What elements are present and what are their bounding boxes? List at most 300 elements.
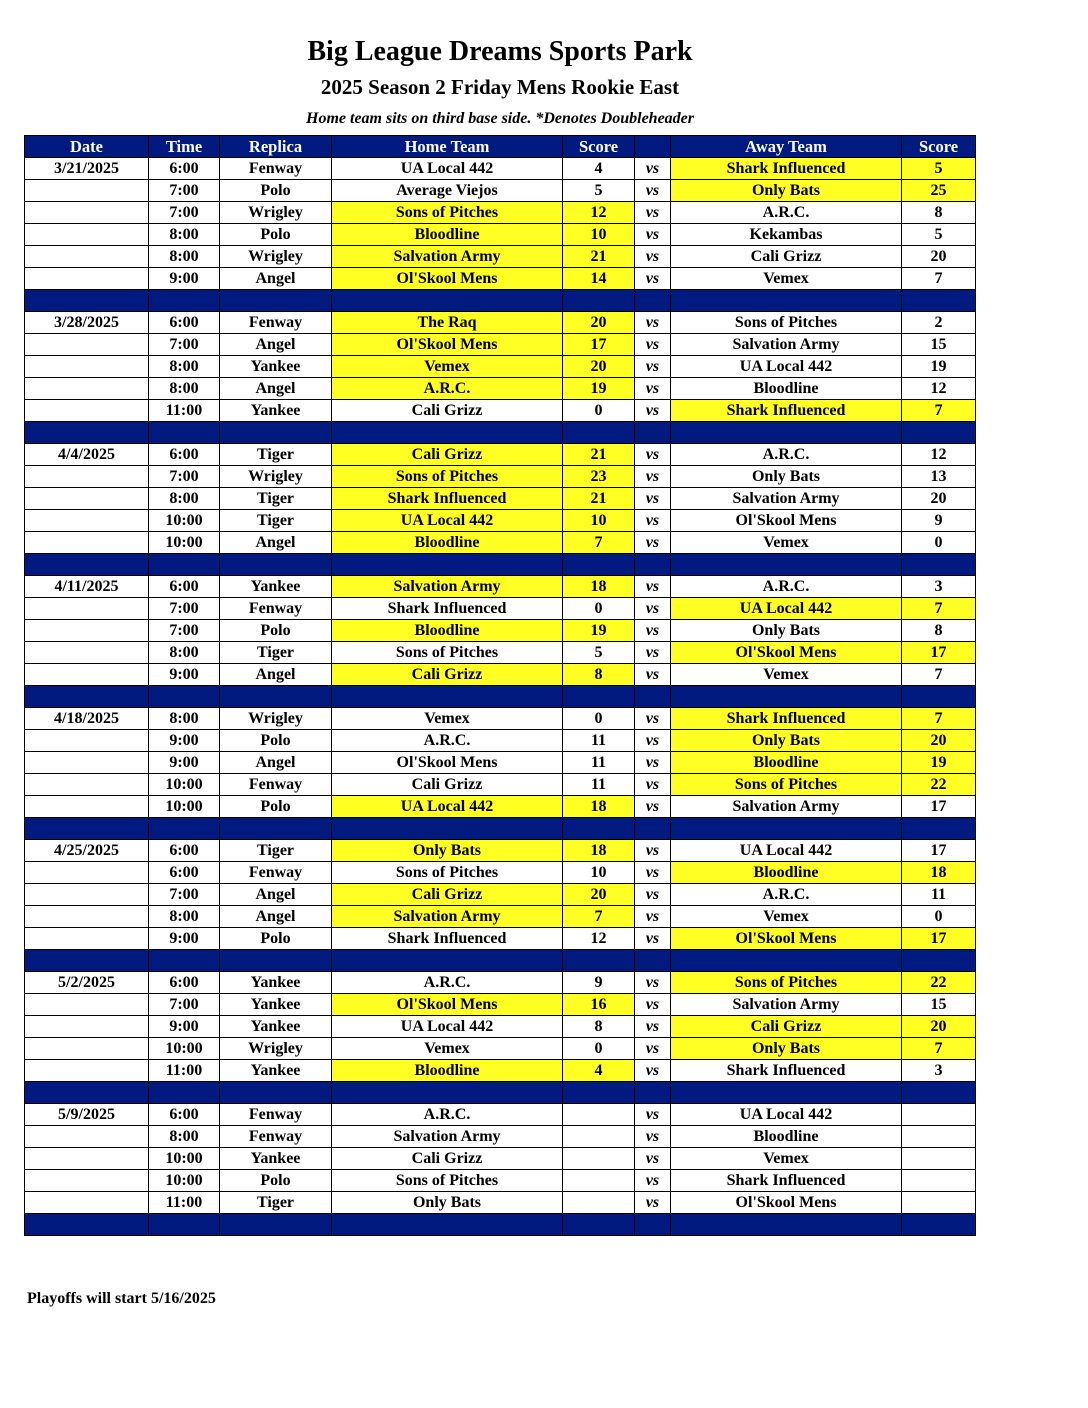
- game-time: 6:00: [149, 576, 220, 598]
- vs-label: vs: [635, 576, 671, 598]
- vs-label: vs: [635, 994, 671, 1016]
- away-score: 7: [902, 708, 976, 730]
- away-team: Vemex: [671, 906, 902, 928]
- separator-cell: [220, 818, 332, 840]
- vs-label: vs: [635, 1038, 671, 1060]
- vs-label: vs: [635, 1192, 671, 1214]
- separator-cell: [902, 686, 976, 708]
- vs-label: vs: [635, 906, 671, 928]
- game-replica: Tiger: [220, 444, 332, 466]
- table-row: [25, 774, 976, 796]
- game-time: 9:00: [149, 664, 220, 686]
- home-score: 7: [563, 532, 635, 554]
- away-team: Shark Influenced: [671, 708, 902, 730]
- home-score: 21: [563, 246, 635, 268]
- home-score: 16: [563, 994, 635, 1016]
- away-score: 15: [902, 334, 976, 356]
- away-score: [902, 1148, 976, 1170]
- home-team: Ol'Skool Mens: [332, 268, 563, 290]
- away-team: Bloodline: [671, 862, 902, 884]
- home-team: Vemex: [332, 356, 563, 378]
- separator-cell: [671, 686, 902, 708]
- away-team: Salvation Army: [671, 796, 902, 818]
- separator-cell: [220, 290, 332, 312]
- away-team: Only Bats: [671, 1038, 902, 1060]
- home-team: Only Bats: [332, 840, 563, 862]
- home-team: UA Local 442: [332, 510, 563, 532]
- home-score: 18: [563, 840, 635, 862]
- game-time: 8:00: [149, 356, 220, 378]
- game-time: 7:00: [149, 466, 220, 488]
- vs-label: vs: [635, 884, 671, 906]
- separator-cell: [635, 290, 671, 312]
- separator-cell: [635, 950, 671, 972]
- away-score: 22: [902, 972, 976, 994]
- away-team: UA Local 442: [671, 840, 902, 862]
- home-team: Shark Influenced: [332, 928, 563, 950]
- home-score: 8: [563, 1016, 635, 1038]
- table-row: [25, 664, 976, 686]
- vs-label: vs: [635, 488, 671, 510]
- column-header-away-team: Away Team: [671, 136, 902, 158]
- separator-cell: [25, 1214, 149, 1236]
- home-team: A.R.C.: [332, 972, 563, 994]
- separator-cell: [220, 950, 332, 972]
- week-separator-row: [25, 1214, 976, 1236]
- vs-label: vs: [635, 774, 671, 796]
- game-time: 7:00: [149, 620, 220, 642]
- column-header-replica: Replica: [220, 136, 332, 158]
- away-score: 3: [902, 1060, 976, 1082]
- vs-label: vs: [635, 752, 671, 774]
- away-score: 7: [902, 664, 976, 686]
- home-team: Sons of Pitches: [332, 202, 563, 224]
- game-time: 8:00: [149, 642, 220, 664]
- game-date: [25, 774, 149, 796]
- vs-label: vs: [635, 158, 671, 180]
- vs-label: vs: [635, 1060, 671, 1082]
- game-time: 7:00: [149, 598, 220, 620]
- away-score: 20: [902, 730, 976, 752]
- game-replica: Yankee: [220, 994, 332, 1016]
- game-replica: Polo: [220, 730, 332, 752]
- table-row: [25, 708, 976, 730]
- game-time: 8:00: [149, 906, 220, 928]
- table-row: [25, 1192, 976, 1214]
- table-row: [25, 158, 976, 180]
- game-date: 4/18/2025: [25, 708, 149, 730]
- separator-cell: [332, 422, 563, 444]
- game-replica: Yankee: [220, 1016, 332, 1038]
- table-row: [25, 510, 976, 532]
- game-date: [25, 334, 149, 356]
- separator-cell: [902, 1214, 976, 1236]
- table-row: [25, 1016, 976, 1038]
- table-row: [25, 994, 976, 1016]
- home-team: Cali Grizz: [332, 1148, 563, 1170]
- away-team: A.R.C.: [671, 444, 902, 466]
- away-team: Vemex: [671, 1148, 902, 1170]
- separator-cell: [25, 950, 149, 972]
- game-time: 6:00: [149, 862, 220, 884]
- table-row: [25, 356, 976, 378]
- game-time: 8:00: [149, 378, 220, 400]
- away-team: Shark Influenced: [671, 400, 902, 422]
- away-score: 7: [902, 598, 976, 620]
- away-team: Only Bats: [671, 620, 902, 642]
- separator-cell: [332, 950, 563, 972]
- game-replica: Yankee: [220, 356, 332, 378]
- game-replica: Tiger: [220, 840, 332, 862]
- table-row: [25, 1126, 976, 1148]
- home-score: 14: [563, 268, 635, 290]
- table-row: [25, 642, 976, 664]
- game-date: [25, 1126, 149, 1148]
- vs-label: vs: [635, 972, 671, 994]
- away-team: Ol'Skool Mens: [671, 928, 902, 950]
- page-note: Home team sits on third base side. *Denotes Doubleheader: [306, 110, 694, 127]
- game-date: [25, 884, 149, 906]
- vs-label: vs: [635, 928, 671, 950]
- home-team: Salvation Army: [332, 1126, 563, 1148]
- game-date: [25, 730, 149, 752]
- game-replica: Polo: [220, 180, 332, 202]
- vs-label: vs: [635, 1104, 671, 1126]
- game-replica: Polo: [220, 1170, 332, 1192]
- home-team: Bloodline: [332, 620, 563, 642]
- separator-cell: [220, 1082, 332, 1104]
- game-date: [25, 224, 149, 246]
- away-team: Salvation Army: [671, 994, 902, 1016]
- home-score: 21: [563, 444, 635, 466]
- table-row: [25, 532, 976, 554]
- away-team: A.R.C.: [671, 884, 902, 906]
- home-team: Ol'Skool Mens: [332, 752, 563, 774]
- game-date: [25, 796, 149, 818]
- table-row: [25, 730, 976, 752]
- game-time: 10:00: [149, 532, 220, 554]
- game-date: [25, 862, 149, 884]
- away-team: Vemex: [671, 664, 902, 686]
- vs-label: vs: [635, 1148, 671, 1170]
- vs-label: vs: [635, 180, 671, 202]
- home-team: Bloodline: [332, 1060, 563, 1082]
- table-row: [25, 312, 976, 334]
- game-replica: Yankee: [220, 1060, 332, 1082]
- away-score: 3: [902, 576, 976, 598]
- game-replica: Fenway: [220, 312, 332, 334]
- away-team: Vemex: [671, 532, 902, 554]
- game-date: 3/28/2025: [25, 312, 149, 334]
- game-time: 10:00: [149, 774, 220, 796]
- game-time: 11:00: [149, 400, 220, 422]
- game-time: 10:00: [149, 1038, 220, 1060]
- home-score: [563, 1148, 635, 1170]
- home-team: Shark Influenced: [332, 488, 563, 510]
- column-header-date: Date: [25, 136, 149, 158]
- page-title: Big League Dreams Sports Park: [307, 36, 693, 67]
- separator-cell: [25, 1082, 149, 1104]
- game-replica: Angel: [220, 664, 332, 686]
- separator-cell: [563, 1082, 635, 1104]
- separator-cell: [332, 818, 563, 840]
- game-replica: Yankee: [220, 400, 332, 422]
- vs-label: vs: [635, 268, 671, 290]
- separator-cell: [332, 290, 563, 312]
- separator-cell: [220, 686, 332, 708]
- away-score: 20: [902, 246, 976, 268]
- away-score: 7: [902, 400, 976, 422]
- home-team: Bloodline: [332, 532, 563, 554]
- away-score: 25: [902, 180, 976, 202]
- separator-cell: [671, 1214, 902, 1236]
- game-date: [25, 906, 149, 928]
- home-team: Average Viejos: [332, 180, 563, 202]
- game-date: 5/9/2025: [25, 1104, 149, 1126]
- vs-label: vs: [635, 664, 671, 686]
- game-replica: Fenway: [220, 598, 332, 620]
- vs-label: vs: [635, 598, 671, 620]
- away-score: 17: [902, 642, 976, 664]
- home-team: Only Bats: [332, 1192, 563, 1214]
- game-date: [25, 510, 149, 532]
- away-team: Kekambas: [671, 224, 902, 246]
- home-score: 0: [563, 708, 635, 730]
- table-row: [25, 1060, 976, 1082]
- home-score: 10: [563, 510, 635, 532]
- game-date: [25, 180, 149, 202]
- game-time: 11:00: [149, 1060, 220, 1082]
- separator-cell: [563, 554, 635, 576]
- away-team: A.R.C.: [671, 202, 902, 224]
- away-team: UA Local 442: [671, 356, 902, 378]
- away-team: Bloodline: [671, 1126, 902, 1148]
- separator-cell: [149, 950, 220, 972]
- game-date: [25, 994, 149, 1016]
- game-time: 8:00: [149, 246, 220, 268]
- game-date: 3/21/2025: [25, 158, 149, 180]
- table-row: [25, 620, 976, 642]
- away-score: 5: [902, 158, 976, 180]
- week-separator-row: [25, 290, 976, 312]
- game-replica: Polo: [220, 620, 332, 642]
- table-row: [25, 840, 976, 862]
- home-score: 12: [563, 202, 635, 224]
- home-team: UA Local 442: [332, 1016, 563, 1038]
- game-time: 6:00: [149, 972, 220, 994]
- away-team: Bloodline: [671, 378, 902, 400]
- vs-label: vs: [635, 840, 671, 862]
- away-team: Salvation Army: [671, 334, 902, 356]
- game-replica: Polo: [220, 928, 332, 950]
- week-separator-row: [25, 422, 976, 444]
- game-date: [25, 598, 149, 620]
- vs-label: vs: [635, 224, 671, 246]
- game-date: [25, 356, 149, 378]
- vs-label: vs: [635, 532, 671, 554]
- vs-label: vs: [635, 708, 671, 730]
- home-team: UA Local 442: [332, 796, 563, 818]
- away-score: 5: [902, 224, 976, 246]
- game-time: 10:00: [149, 1170, 220, 1192]
- home-score: 21: [563, 488, 635, 510]
- game-replica: Wrigley: [220, 466, 332, 488]
- away-score: 9: [902, 510, 976, 532]
- home-score: 4: [563, 1060, 635, 1082]
- home-team: Sons of Pitches: [332, 642, 563, 664]
- home-team: A.R.C.: [332, 378, 563, 400]
- away-team: Salvation Army: [671, 488, 902, 510]
- game-replica: Wrigley: [220, 246, 332, 268]
- separator-cell: [635, 554, 671, 576]
- game-date: [25, 1016, 149, 1038]
- home-score: 18: [563, 796, 635, 818]
- vs-label: vs: [635, 356, 671, 378]
- away-score: 19: [902, 356, 976, 378]
- home-score: 11: [563, 730, 635, 752]
- separator-cell: [332, 554, 563, 576]
- away-score: [902, 1104, 976, 1126]
- playoffs-note: Playoffs will start 5/16/2025: [27, 1290, 216, 1307]
- game-date: [25, 1038, 149, 1060]
- home-team: Sons of Pitches: [332, 466, 563, 488]
- separator-cell: [671, 1082, 902, 1104]
- game-date: [25, 1170, 149, 1192]
- game-date: [25, 752, 149, 774]
- away-score: 20: [902, 488, 976, 510]
- game-date: [25, 642, 149, 664]
- vs-label: vs: [635, 378, 671, 400]
- separator-cell: [149, 818, 220, 840]
- home-score: 17: [563, 334, 635, 356]
- away-score: 2: [902, 312, 976, 334]
- separator-cell: [671, 818, 902, 840]
- separator-cell: [25, 422, 149, 444]
- away-team: Shark Influenced: [671, 1170, 902, 1192]
- vs-label: vs: [635, 510, 671, 532]
- game-date: 5/2/2025: [25, 972, 149, 994]
- away-score: 12: [902, 444, 976, 466]
- game-time: 8:00: [149, 488, 220, 510]
- away-team: Only Bats: [671, 466, 902, 488]
- separator-cell: [563, 422, 635, 444]
- table-row: [25, 268, 976, 290]
- home-team: Shark Influenced: [332, 598, 563, 620]
- home-team: Vemex: [332, 708, 563, 730]
- game-time: 9:00: [149, 752, 220, 774]
- game-replica: Fenway: [220, 158, 332, 180]
- vs-label: vs: [635, 642, 671, 664]
- vs-label: vs: [635, 312, 671, 334]
- separator-cell: [635, 1214, 671, 1236]
- game-replica: Tiger: [220, 488, 332, 510]
- week-separator-row: [25, 686, 976, 708]
- away-team: Only Bats: [671, 730, 902, 752]
- away-score: 0: [902, 532, 976, 554]
- game-time: 7:00: [149, 334, 220, 356]
- column-header-time: Time: [149, 136, 220, 158]
- table-row: [25, 752, 976, 774]
- home-team: Cali Grizz: [332, 774, 563, 796]
- away-team: Vemex: [671, 268, 902, 290]
- separator-cell: [25, 554, 149, 576]
- home-team: Bloodline: [332, 224, 563, 246]
- separator-cell: [149, 554, 220, 576]
- away-score: 7: [902, 268, 976, 290]
- vs-label: vs: [635, 1170, 671, 1192]
- game-time: 6:00: [149, 158, 220, 180]
- game-replica: Fenway: [220, 862, 332, 884]
- game-replica: Polo: [220, 796, 332, 818]
- separator-cell: [563, 950, 635, 972]
- game-replica: Angel: [220, 268, 332, 290]
- separator-cell: [149, 290, 220, 312]
- game-time: 6:00: [149, 840, 220, 862]
- home-team: UA Local 442: [332, 158, 563, 180]
- away-score: 15: [902, 994, 976, 1016]
- game-date: [25, 1060, 149, 1082]
- game-replica: Fenway: [220, 1126, 332, 1148]
- table-row: [25, 488, 976, 510]
- home-score: 9: [563, 972, 635, 994]
- table-row: [25, 576, 976, 598]
- schedule-table: [24, 135, 976, 1236]
- table-row: [25, 466, 976, 488]
- separator-cell: [149, 686, 220, 708]
- game-replica: Wrigley: [220, 1038, 332, 1060]
- column-header-vs: [635, 136, 671, 158]
- home-team: Cali Grizz: [332, 400, 563, 422]
- home-score: 11: [563, 752, 635, 774]
- separator-cell: [220, 1214, 332, 1236]
- home-score: 0: [563, 400, 635, 422]
- table-row: [25, 246, 976, 268]
- game-replica: Yankee: [220, 576, 332, 598]
- away-team: Sons of Pitches: [671, 972, 902, 994]
- game-date: [25, 928, 149, 950]
- home-score: 19: [563, 378, 635, 400]
- separator-cell: [332, 1082, 563, 1104]
- game-time: 9:00: [149, 928, 220, 950]
- home-team: Ol'Skool Mens: [332, 334, 563, 356]
- game-time: 10:00: [149, 1148, 220, 1170]
- home-team: Ol'Skool Mens: [332, 994, 563, 1016]
- separator-cell: [149, 1082, 220, 1104]
- separator-cell: [220, 554, 332, 576]
- separator-cell: [563, 290, 635, 312]
- separator-cell: [902, 422, 976, 444]
- away-team: Cali Grizz: [671, 246, 902, 268]
- away-score: 17: [902, 928, 976, 950]
- home-score: 0: [563, 1038, 635, 1060]
- away-score: 7: [902, 1038, 976, 1060]
- game-time: 7:00: [149, 884, 220, 906]
- separator-cell: [149, 422, 220, 444]
- home-score: 19: [563, 620, 635, 642]
- home-score: 11: [563, 774, 635, 796]
- game-replica: Angel: [220, 334, 332, 356]
- away-team: Ol'Skool Mens: [671, 510, 902, 532]
- home-score: 12: [563, 928, 635, 950]
- separator-cell: [671, 290, 902, 312]
- home-score: 23: [563, 466, 635, 488]
- away-score: 8: [902, 620, 976, 642]
- game-replica: Angel: [220, 906, 332, 928]
- separator-cell: [149, 1214, 220, 1236]
- away-team: Shark Influenced: [671, 1060, 902, 1082]
- home-score: [563, 1170, 635, 1192]
- away-score: 0: [902, 906, 976, 928]
